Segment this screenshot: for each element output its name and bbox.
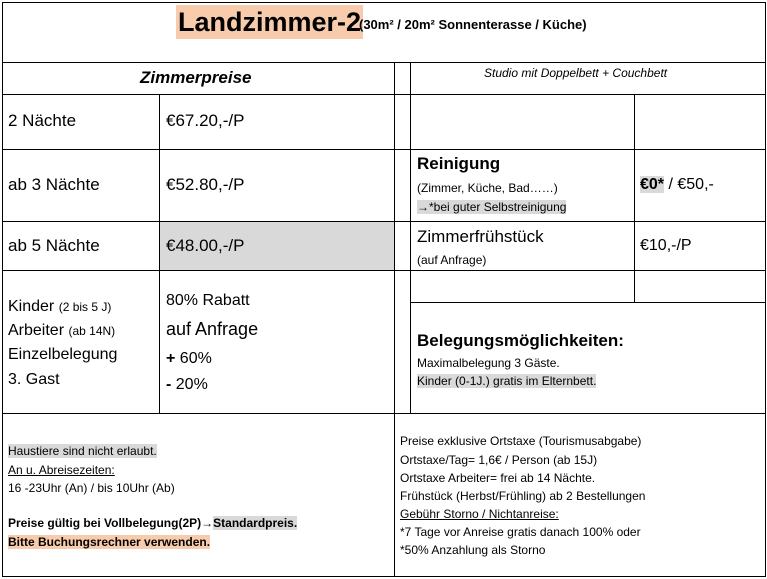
arrow-right-icon: →: [201, 516, 214, 530]
row-line: [2, 221, 766, 222]
cleaning-price: €0* / €50,-: [640, 176, 714, 193]
price-row-label: ab 5 Nächte: [8, 236, 100, 255]
col-line: [159, 94, 160, 414]
breakfast-title: Zimmerfrühstück: [417, 227, 544, 246]
row-line: [2, 94, 766, 95]
price-row-label: ab 3 Nächte: [8, 175, 100, 194]
gast-label: 3. Gast: [8, 371, 60, 388]
row-line: [2, 149, 766, 150]
tax-line: Ortstaxe/Tag= 1,6€ / Person (ab 15J): [400, 453, 598, 467]
studio-header: Studio mit Doppelbett + Couchbett: [484, 66, 668, 80]
arbeiter-label: Arbeiter (ab 14N): [8, 322, 116, 339]
gast-value: - 20%: [166, 376, 208, 393]
cleaning-title: Reinigung: [417, 154, 501, 173]
occupancy-title: Belegungsmöglichkeiten:: [417, 331, 624, 350]
calculator-note: Bitte Buchungsrechner verwenden.: [8, 535, 211, 549]
prices-header: Zimmerpreise: [140, 68, 252, 87]
border-top: [2, 2, 766, 3]
page-title: Landzimmer-2: [178, 7, 362, 37]
col-line: [410, 62, 411, 414]
arbeiter-value: auf Anfrage: [166, 319, 259, 339]
border-left: [2, 2, 3, 577]
col-line: [634, 94, 635, 303]
price-row-value: €48.00,-/P: [166, 236, 245, 255]
storno-label: Gebühr Storno / Nichtanreise:: [400, 507, 559, 521]
row-line: [411, 302, 766, 303]
occupancy-line: Kinder (0-1J.) gratis im Elternbett.: [417, 374, 597, 388]
border-bottom: [2, 576, 766, 577]
occupancy-line: Maximalbelegung 3 Gäste.: [417, 356, 560, 370]
room-details: (30m² / 20m² Sonnenterasse / Küche): [359, 17, 587, 32]
breakfast-price: €10,-/P: [640, 237, 692, 254]
tax-line: Ortstaxe Arbeiter= frei ab 14 Nächte.: [400, 471, 596, 485]
times-label: An u. Abreisezeiten:: [8, 463, 115, 477]
row-line: [2, 270, 766, 271]
pets-note: Haustiere sind nicht erlaubt.: [8, 444, 157, 458]
tax-line: Frühstück (Herbst/Frühling) ab 2 Bestellungen: [400, 489, 646, 503]
row-line: [2, 62, 766, 63]
arrow-right-icon: →: [417, 200, 429, 214]
valid-note: Preise gültig bei Vollbelegung(2P)→Standardpreis.: [8, 516, 298, 530]
tax-line: Preise exklusive Ortstaxe (Tourismusabgabe): [400, 434, 642, 448]
breakfast-sub: (auf Anfrage): [417, 253, 487, 267]
kinder-label: Kinder (2 bis 5 J): [8, 298, 112, 315]
col-line: [394, 62, 395, 577]
price-row-value: €67.20,-/P: [166, 111, 245, 130]
kinder-value: 80% Rabatt: [166, 292, 250, 309]
price-row-label: 2 Nächte: [8, 111, 77, 130]
einzel-label: Einzelbelegung: [8, 346, 118, 363]
einzel-value: + 60%: [166, 350, 212, 367]
price-row-value: €52.80,-/P: [166, 175, 245, 194]
cleaning-sub: (Zimmer, Küche, Bad……): [417, 181, 558, 195]
row-line: [2, 413, 766, 414]
storno-line: *7 Tage vor Anreise gratis danach 100% oder: [400, 525, 641, 539]
times-value: 16 -23Uhr (An) / bis 10Uhr (Ab): [8, 481, 175, 495]
storno-line: *50% Anzahlung als Storno: [400, 543, 546, 557]
border-right: [765, 2, 766, 577]
cleaning-note: →*bei guter Selbstreinigung: [417, 200, 567, 214]
